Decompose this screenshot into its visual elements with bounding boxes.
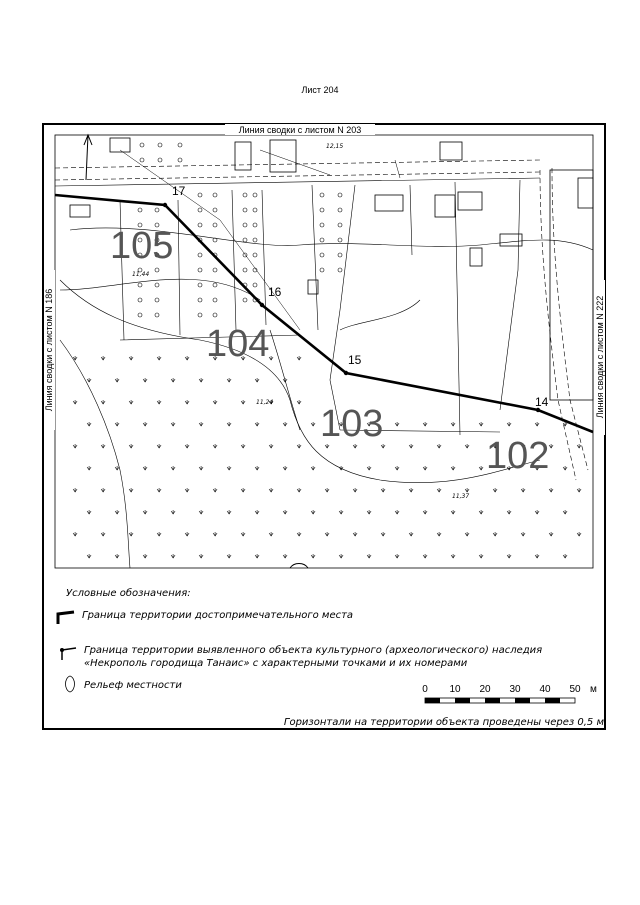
grass-mark [297,532,301,536]
grass-mark [283,466,287,470]
grass-mark [297,400,301,404]
orchard-tree [320,208,324,212]
building [70,205,90,217]
legend-relief-icon [66,676,75,692]
grass-mark [507,422,511,426]
orchard-tree [155,268,159,272]
grass-mark [185,400,189,404]
building [270,140,296,172]
orchard-tree [320,238,324,242]
grass-mark [465,532,469,536]
grass-mark [339,554,343,558]
grass-mark [549,444,553,448]
grass-mark [227,554,231,558]
grass-mark [451,510,455,514]
grass-mark [577,444,581,448]
grass-mark [507,554,511,558]
grass-mark [311,466,315,470]
orchard-tree [140,143,144,147]
grass-mark [101,400,105,404]
grass-mark [339,510,343,514]
grass-mark [241,532,245,536]
grass-mark [269,532,273,536]
grass-mark [213,488,217,492]
grass-mark [213,444,217,448]
elevation-mark: 11,24 [256,399,274,406]
orchard-tree [213,193,217,197]
plot-label: 103 [320,403,384,445]
orchard-tree [243,193,247,197]
grass-mark [199,422,203,426]
grass-mark [227,422,231,426]
orchard-tree [140,158,144,162]
grass-mark [227,466,231,470]
building [440,142,462,160]
contour-line [290,564,308,569]
orchard-tree [213,238,217,242]
grass-mark [325,532,329,536]
grass-mark [297,356,301,360]
grass-mark [255,378,259,382]
grass-mark [185,532,189,536]
orchard-tree [213,223,217,227]
grass-mark [367,510,371,514]
grass-mark [87,422,91,426]
grass-mark [199,378,203,382]
orchard-tree [138,298,142,302]
orchard-tree [213,283,217,287]
grass-mark [101,444,105,448]
grass-mark [143,554,147,558]
grass-mark [241,488,245,492]
orchard-tree [198,268,202,272]
point-label: 14 [535,395,549,409]
grass-mark [507,510,511,514]
contour-line [340,300,420,330]
grass-mark [423,422,427,426]
orchard-tree [138,208,142,212]
orchard-tree [338,253,342,257]
grass-mark [283,510,287,514]
scale-unit: м [590,684,597,695]
grass-mark [479,466,483,470]
grass-mark [157,400,161,404]
orchard-tree [198,208,202,212]
grass-mark [437,444,441,448]
grass-mark [115,422,119,426]
legend-item [84,644,584,670]
grass-mark [157,488,161,492]
grass-mark [129,356,133,360]
grass-mark [437,532,441,536]
grass-mark [535,510,539,514]
orchard-tree [320,193,324,197]
scale-tick-label: 40 [539,684,551,695]
grass-mark [269,444,273,448]
building [578,178,593,208]
contour-line [60,279,260,300]
grass-mark [255,510,259,514]
grass-mark [311,422,315,426]
grass-mark [87,378,91,382]
grass-mark [199,466,203,470]
grass-mark [171,510,175,514]
road-edge [55,178,540,186]
grass-mark [227,378,231,382]
legend-boundary-icon [58,612,74,624]
grass-mark [297,488,301,492]
scale-tick-label: 50 [569,684,581,695]
legend-item [82,609,353,622]
orchard-tree [155,313,159,317]
grass-mark [339,466,343,470]
orchard-tree [338,208,342,212]
orchard-tree [213,208,217,212]
grass-mark [87,466,91,470]
grass-mark [311,510,315,514]
grass-mark [171,554,175,558]
grass-mark [423,554,427,558]
grass-mark [563,510,567,514]
edge-label-top: Линия сводки с листом N 203 [238,125,362,135]
orchard-tree [338,193,342,197]
grass-mark [157,444,161,448]
building [110,138,130,152]
orchard-tree [138,283,142,287]
orchard-tree [243,253,247,257]
orchard-tree [198,193,202,197]
elevation-mark: 11,44 [132,271,150,278]
grass-mark [283,554,287,558]
orchard-tree [338,268,342,272]
grass-mark [171,466,175,470]
point-label: 17 [172,184,186,198]
building [470,248,482,266]
grass-mark [451,554,455,558]
grass-mark [493,532,497,536]
orchard-tree [198,223,202,227]
orchard-tree [198,313,202,317]
orchard-tree [243,223,247,227]
grass-mark [157,532,161,536]
scale-tick-label: 30 [509,684,521,695]
grass-mark [157,356,161,360]
grass-mark [199,510,203,514]
grass-mark [115,378,119,382]
plot-label: 102 [486,435,550,477]
grass-mark [521,532,525,536]
grass-mark [535,422,539,426]
grass-mark [409,444,413,448]
map-inner-frame [55,135,593,568]
grass-mark [73,532,77,536]
grass-mark [255,422,259,426]
grass-mark [465,444,469,448]
grass-mark [549,532,553,536]
north-arrow-icon [84,135,92,180]
grass-mark [143,422,147,426]
grass-mark [563,466,567,470]
grass-mark [409,488,413,492]
plot-label: 104 [206,323,270,365]
grass-mark [87,510,91,514]
grass-mark [143,378,147,382]
grass-mark [493,488,497,492]
edge-label-right: Линия сводки с листом N 222 [595,295,605,419]
grass-mark [283,422,287,426]
building [550,170,593,400]
grass-mark [129,488,133,492]
legend-item-text: Граница территории достопримечательного места [82,610,354,621]
grass-mark [269,488,273,492]
orchard-tree [338,223,342,227]
grass-mark [423,466,427,470]
grass-mark [115,554,119,558]
grass-mark [395,466,399,470]
grass-mark [297,444,301,448]
legend-item [84,679,182,692]
elevation-mark: 11,37 [452,493,470,500]
grass-mark [129,400,133,404]
orchard-tree [253,283,257,287]
grass-mark [115,466,119,470]
orchard-tree [253,193,257,197]
grass-mark [437,488,441,492]
orchard-tree [253,238,257,242]
plot-boundaries [120,180,520,435]
grass-mark [381,532,385,536]
orchard-tree [213,298,217,302]
grass-mark [563,554,567,558]
road-edge [540,170,576,480]
orchard-tree [320,268,324,272]
grass-mark [255,466,259,470]
orchard-tree [253,253,257,257]
grass-mark [241,400,245,404]
grass-mark [409,532,413,536]
grass-mark [325,488,329,492]
grass-mark [395,422,399,426]
grass-mark [577,532,581,536]
grass-mark [199,554,203,558]
grass-mark [535,554,539,558]
grass-mark [269,356,273,360]
orchard-tree [243,238,247,242]
grass-mark [395,554,399,558]
grass-mark [101,356,105,360]
orchard-tree [198,253,202,257]
grass-mark [129,444,133,448]
grass-mark [73,444,77,448]
grass-mark [395,510,399,514]
grass-mark [479,422,483,426]
legend-item-text: Граница территории выявленного объекта культурного (археологического) наследия «Некрополь городища Танаис» с характерными точками и их номерами [84,645,543,669]
plot-boundaries [120,335,500,432]
grass-mark [255,554,259,558]
grass-mark [465,488,469,492]
orchard-tree [158,143,162,147]
point-label: 16 [268,285,282,299]
point-label: 15 [348,353,362,367]
scale-bar [425,698,575,703]
contour-line [60,340,130,568]
grass-mark [129,532,133,536]
grass-mark [367,466,371,470]
grass-mark [115,510,119,514]
orchard-tree [253,208,257,212]
orchard-tree [158,158,162,162]
grass-mark [241,444,245,448]
orchard-tree [320,223,324,227]
orchard-tree [198,283,202,287]
orchard-tree [213,313,217,317]
grass-mark [353,532,357,536]
orchard-tree [155,208,159,212]
boundary-point [344,371,348,375]
orchard-tree [178,143,182,147]
building [235,142,251,170]
orchard-tree [253,223,257,227]
grass-mark [549,488,553,492]
contour-note: Горизонтали на территории объекта проведены через 0,5 м [283,717,604,728]
grass-mark [87,554,91,558]
grass-mark [521,488,525,492]
grass-mark [451,466,455,470]
grass-mark [423,510,427,514]
building [375,195,403,211]
orchard-tree [198,298,202,302]
grass-mark [577,488,581,492]
orchard-tree [213,268,217,272]
grass-mark [213,400,217,404]
grass-mark [101,488,105,492]
road-edge [55,172,540,180]
grass-mark [143,510,147,514]
orchard-tree [243,298,247,302]
boundary-point [260,303,264,307]
edge-label-left: Линия сводки с листом N 186 [44,288,54,412]
grass-mark [213,532,217,536]
road-edge [552,168,588,470]
grass-mark [171,422,175,426]
scale-tick-label: 10 [449,684,461,695]
plot-label: 105 [110,225,174,267]
orchard-tree [320,253,324,257]
sheet-title: Лист 204 [301,85,339,95]
orchard-tree [178,158,182,162]
grass-mark [185,488,189,492]
grass-mark [367,554,371,558]
legend-object-boundary-icon [62,648,76,660]
elevation-mark: 12,15 [326,143,344,150]
grass-mark [227,510,231,514]
grass-mark [171,378,175,382]
contour-line [60,280,540,483]
boundary-point [163,203,167,207]
grass-mark [73,400,77,404]
grass-mark [353,488,357,492]
scale-tick-label: 0 [422,684,428,695]
grass-mark [283,378,287,382]
grass-mark [479,554,483,558]
grass-mark [185,444,189,448]
grass-mark [451,422,455,426]
grass-mark [101,532,105,536]
orchard-tree [155,283,159,287]
grass-mark [185,356,189,360]
scale-tick-label: 20 [479,684,491,695]
orchard-tree [155,298,159,302]
building [458,192,482,210]
legend-title: Условные обозначения: [66,588,191,599]
orchard-tree [243,208,247,212]
road-edge [55,160,540,168]
grass-mark [143,466,147,470]
grass-mark [381,488,385,492]
orchard-tree [243,268,247,272]
grass-mark [73,488,77,492]
legend-item-text: Рельеф местности [84,680,182,691]
grass-mark [311,554,315,558]
orchard-tree [338,238,342,242]
orchard-tree [138,313,142,317]
grass-mark [479,510,483,514]
building [435,195,455,217]
